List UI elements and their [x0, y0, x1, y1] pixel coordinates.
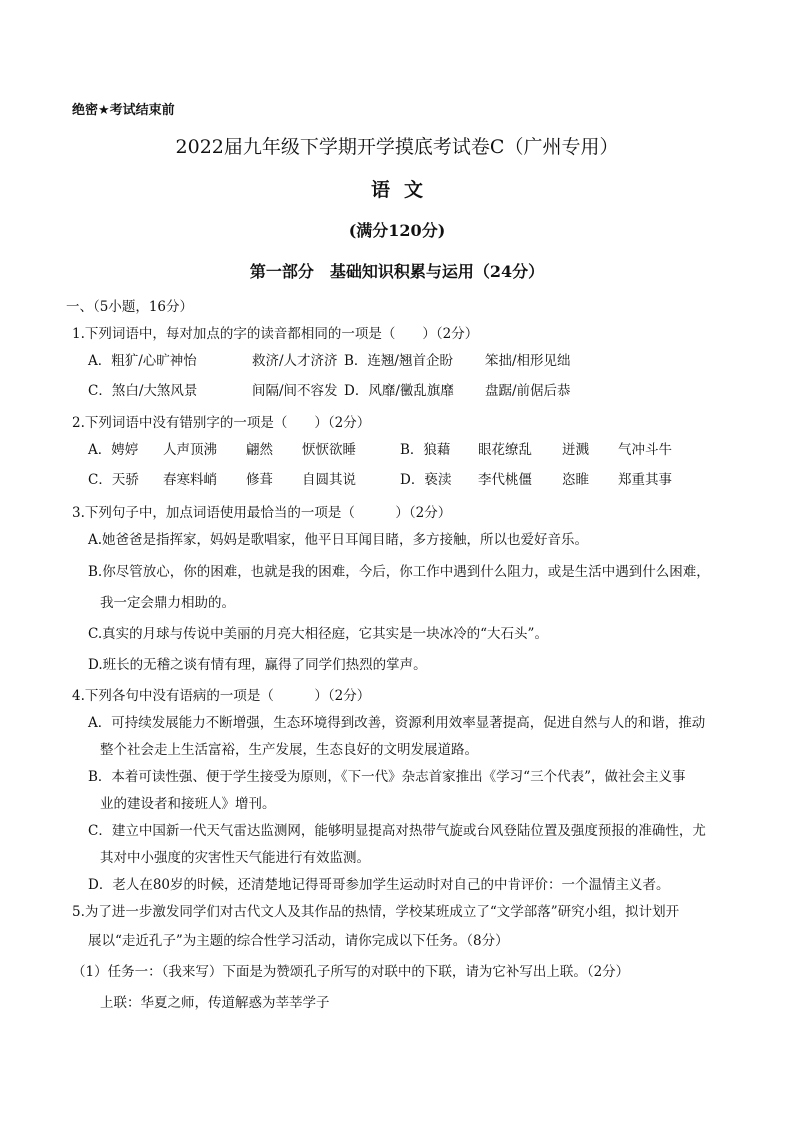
q1-option-d-2: 盘踞/前倨后恭 [485, 383, 571, 399]
q4-option-d: D．老人在80岁的时候，还清楚地记得哥哥参加学生运动时对自己的中肯评价：一个温情主义者。 [88, 877, 670, 893]
full-score: (满分120分) [348, 221, 446, 240]
q4-option-c-line1: C．建立中国新一代天气雷达监测网，能够明显提高对热带气旋或台风登陆位置及强度预报的准确性，尤 [88, 823, 706, 839]
q1-option-a-1: A．粗犷/心旷神怡 [88, 353, 197, 369]
q2-option-b-4: 气冲斗牛 [618, 442, 672, 458]
q2-option-a-4: 恹恹欲睡 [302, 442, 356, 458]
q1-option-a-2: 救济/人才济济 [252, 353, 338, 369]
q1-option-c-1: C．煞白/大煞风景 [88, 383, 198, 399]
q4-option-a-line2: 整个社会走上生活富裕，生产发展，生态良好的文明发展道路。 [100, 742, 478, 758]
q2-option-d-1: D．亵渎 [400, 472, 452, 488]
part-heading: 第一部分 基础知识积累与运用（24分） [249, 262, 545, 281]
subject-title: 语文 [370, 179, 437, 201]
q1-option-c-2: 间隔/间不容发 [252, 383, 338, 399]
q2-option-d-2: 李代桃僵 [478, 472, 532, 488]
q2-option-a-1: A．娉婷 [88, 442, 139, 458]
q2-option-c-2: 春寒料峭 [163, 472, 217, 488]
couplet-upper-line: 上联：华夏之师，传道解惑为莘莘学子 [100, 995, 330, 1011]
question-4-stem: 4.下列各句中没有语病的一项是（ ）（2分） [72, 688, 371, 704]
section-heading: 一、（5小题，16分） [66, 299, 194, 315]
exam-title: 2022届九年级下学期开学摸底考试卷C（广州专用） [175, 136, 619, 158]
q2-option-a-3: 翩然 [246, 442, 273, 458]
q2-option-d-3: 恣睢 [562, 472, 589, 488]
q1-option-d-1: D．风靡/黴乱旗靡 [344, 383, 454, 399]
q3-option-a: A.她爸爸是指挥家，妈妈是歌唱家，他平日耳闻目睹，多方接触，所以也爱好音乐。 [88, 532, 589, 548]
q2-option-d-4: 郑重其事 [618, 472, 672, 488]
q2-option-c-1: C．天骄 [88, 472, 139, 488]
q3-option-c: C.真实的月球与传说中美丽的月亮大相径庭，它其实是一块冰冷的“大石头”。 [88, 626, 548, 642]
q2-option-c-4: 自圆其说 [302, 472, 356, 488]
confidential-label: 绝密★考试结束前 [72, 103, 175, 118]
q3-option-b-line2: 我一定会鼎力相助的。 [100, 595, 235, 611]
q1-option-b-1: B．连翘/翘首企盼 [344, 353, 453, 369]
question-5-task-1: （1）任务一：（我来写）下面是为赞颂孔子所写的对联中的下联，请为它补写出上联。（2分） [72, 964, 630, 980]
q4-option-c-line2: 其对中小强度的灾害性天气能进行有效监测。 [100, 850, 370, 866]
q4-option-a-line1: A．可持续发展能力不断增强，生态环境得到改善，资源利用效率显著提高，促进自然与人的和谐，推动 [88, 715, 706, 731]
q3-option-b-line1: B.你尽管放心，你的困难，也就是我的困难，今后，你工作中遇到什么阻力，或是生活中遇到什么困难， [88, 564, 710, 580]
q2-option-c-3: 修葺 [246, 472, 273, 488]
question-3-stem: 3.下列句子中，加点词语使用最恰当的一项是（ ）（2分） [72, 505, 452, 521]
q2-option-a-2: 人声顶沸 [163, 442, 217, 458]
q2-option-b-2: 眼花缭乱 [478, 442, 532, 458]
q4-option-b-line1: B．本着可读性强、便于学生接受为原则，《下一代》杂志首家推出《学习“三个代表”，做社会主义事 [88, 769, 686, 785]
question-1-stem: 1.下列词语中，每对加点的字的读音都相同的一项是（ ）（2分） [72, 326, 479, 342]
q4-option-b-line2: 业的建设者和接班人》增刊。 [100, 796, 276, 812]
q2-option-b-1: B．狼藉 [400, 442, 451, 458]
question-5-stem-line1: 5.为了进一步激发同学们对古代文人及其作品的热情，学校某班成立了“文学部落”研究小组，拟计划开 [72, 904, 680, 920]
q1-option-b-2: 笨拙/相形见绌 [485, 353, 571, 369]
q3-option-d: D.班长的无稽之谈有情有理，赢得了同学们热烈的掌声。 [88, 657, 427, 673]
q2-option-b-3: 迸溅 [562, 442, 589, 458]
question-5-stem-line2: 展以“走近孔子”为主题的综合性学习活动，请你完成以下任务。（8分） [88, 933, 509, 949]
question-2-stem: 2.下列词语中没有错别字的一项是（ ）（2分） [72, 415, 371, 431]
